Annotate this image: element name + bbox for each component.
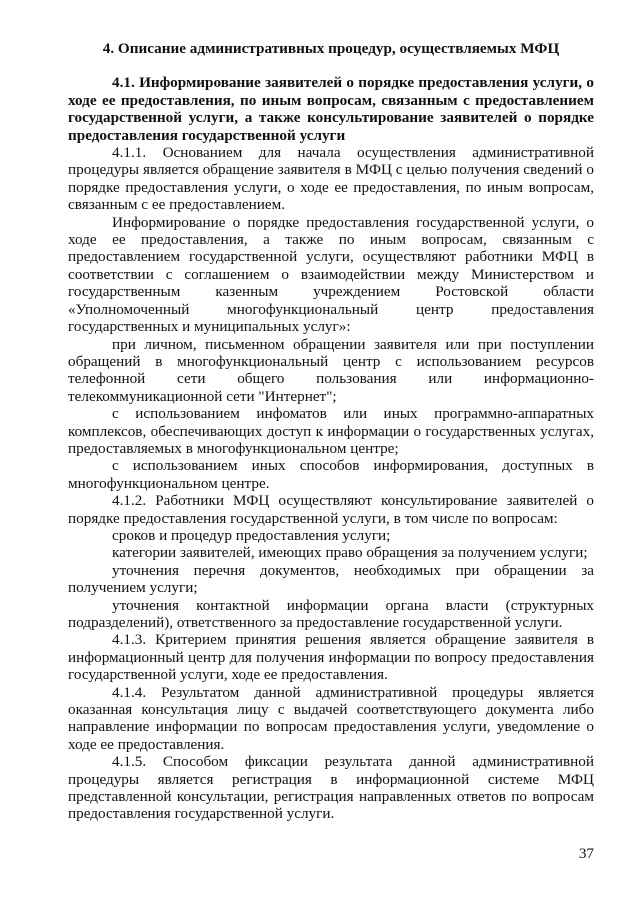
paragraph: уточнения контактной информации органа власти (структурных подразделений), ответственного за предоставление государственной услуги. [68, 596, 594, 631]
subsection-heading: 4.1. Информирование заявителей о порядке предоставления услуги, о ходе ее предоставления, по иным вопросам, связанным с предоставлением государственной услуги, а также консультирование заявителей о порядке предоставления государственной услуги [68, 74, 594, 144]
page-number: 37 [578, 845, 594, 862]
paragraph: сроков и процедур предоставления услуги; [112, 526, 391, 544]
paragraph: с использованием иных способов информирования, доступных в многофункциональном центре. [68, 457, 594, 492]
section-heading: 4. Описание административных процедур, осуществляемых МФЦ [102, 40, 560, 57]
paragraph: при личном, письменном обращении заявителя или при поступлении обращений в многофункциональный центр с использованием ресурсов телефонной сети общего пользования или информационно-телекоммуникационной сети "Интернет"; [68, 335, 594, 405]
paragraph: с использованием инфоматов или иных программно-аппаратных комплексов, обеспечивающих доступ к информации о государственных услугах, предоставляемых в многофункциональном центре; [68, 405, 594, 457]
page-content [68, 40, 594, 823]
paragraph: 4.1.5. Способом фиксации результата данной административной процедуры является регистрация в информационной системе МФЦ представленной консультации, регистрация направленных ответов по вопросам предоставления государственной услуги. [68, 753, 594, 823]
paragraph: 4.1.3. Критерием принятия решения является обращение заявителя в информационный центр для получения информации по вопросу предоставления государственной услуги, ходе ее предоставления. [68, 631, 594, 684]
paragraph: 4.1.1. Основанием для начала осуществления административной процедуры является обращение заявителя в МФЦ с целью получения сведений о порядке предоставления услуги, о ходе ее предоставления, по иным вопросам, связанным с ее предоставлением. [68, 144, 594, 214]
paragraph: категории заявителей, имеющих право обращения за получением услуги; [112, 544, 588, 562]
paragraph: уточнения перечня документов, необходимых при обращении за получением услуги; [68, 561, 594, 597]
paragraph: 4.1.4. Результатом данной административной процедуры является оказанная консультация лицу с выдачей соответствующего документа либо направление информации по вопросам предоставления услуги, уведомление о ходе ее предоставления. [68, 683, 594, 753]
paragraph: 4.1.2. Работники МФЦ осуществляют консультирование заявителей о порядке предоставления государственной услуги, в том числе по вопросам: [68, 492, 594, 527]
paragraph: Информирование о порядке предоставления государственной услуги, о ходе ее предоставления, а также по иным вопросам, связанным с предоставлением государственной услуги, осуществляют работники МФЦ в соответствии с соглашением о взаимодействии между Министерством и государственным казенным учреждением Ростовской области «Уполномоченный многофункциональный центр предоставления государственных и муниципальных услуг»: [68, 213, 594, 336]
